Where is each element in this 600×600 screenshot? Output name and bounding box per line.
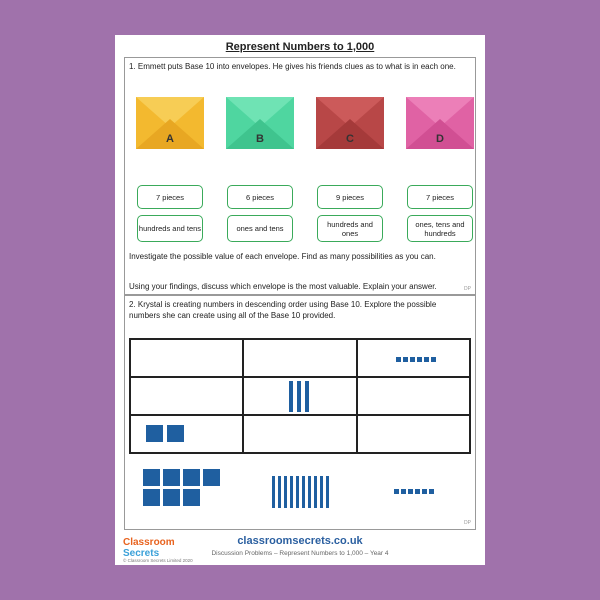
base10-block (320, 476, 323, 508)
clue-pieces-b: 6 pieces (227, 185, 293, 209)
question-1-code: DP (464, 286, 471, 292)
question-2-code: DP (464, 520, 471, 526)
website-url: classroomsecrets.co.uk (237, 535, 363, 547)
clue-pieces-c: 9 pieces (317, 185, 383, 209)
envelope-letter: C (346, 133, 354, 145)
base10-block (296, 476, 299, 508)
grid-cell (130, 415, 243, 453)
base10-block (410, 357, 415, 362)
question-1-box (124, 57, 476, 295)
base10-block (302, 476, 305, 508)
base10-block (163, 469, 180, 486)
base10-block (314, 476, 317, 508)
clue-pieces-d: 7 pieces (407, 185, 473, 209)
base10-block (305, 381, 309, 412)
base10-block (278, 476, 281, 508)
base10-block (326, 476, 329, 508)
logo-line-1: Classroom (123, 537, 175, 548)
clue-pieces-a: 7 pieces (137, 185, 203, 209)
base10-block (394, 489, 399, 494)
clue-types-b: ones and tens (227, 215, 293, 242)
logo-line-2: Secrets (123, 548, 160, 559)
question-1-text: 1. Emmett puts Base 10 into envelopes. He gives his friends clues as to what is in each one. (129, 62, 456, 71)
base10-block (424, 357, 429, 362)
base10-block (183, 469, 200, 486)
base10-block (163, 489, 180, 506)
base10-block (422, 489, 427, 494)
base10-block (403, 357, 408, 362)
question-2-box (124, 295, 476, 530)
footer-description: Discussion Problems – Represent Numbers to 1,000 – Year 4 (211, 550, 389, 557)
grid-cell (357, 415, 470, 453)
grid-cell (130, 377, 243, 415)
place-value-grid (129, 338, 471, 454)
base10-block (401, 489, 406, 494)
grid-cell (243, 339, 356, 377)
base10-block (290, 476, 293, 508)
question-2-text: 2. Krystal is creating numbers in descending order using Base 10. Explore the possible numbers she can create using all of the Base 10 provided. (129, 300, 437, 320)
grid-cell (357, 339, 470, 377)
base10-block (203, 469, 220, 486)
base10-block (284, 476, 287, 508)
envelope-c (316, 97, 384, 149)
envelope-a (136, 97, 204, 149)
envelope-letter: A (166, 133, 174, 145)
envelope-d (406, 97, 474, 149)
base10-block (396, 357, 401, 362)
base10-block (408, 489, 413, 494)
envelope-letter: B (256, 133, 264, 145)
base10-block (272, 476, 275, 508)
base10-block (431, 357, 436, 362)
grid-cell (243, 377, 356, 415)
investigate-text: Investigate the possible value of each envelope. Find as many possibilities as you can. (129, 252, 436, 261)
grid-cell (130, 339, 243, 377)
worksheet (115, 35, 485, 565)
envelope-b (226, 97, 294, 149)
base10-block (167, 425, 184, 442)
clue-types-d: ones, tens and hundreds (407, 215, 473, 242)
base10-block (415, 489, 420, 494)
grid-cell (243, 415, 356, 453)
base10-block (146, 425, 163, 442)
copyright-text: © Classroom Secrets Limited 2020 (123, 558, 193, 563)
grid-cell (357, 377, 470, 415)
clue-types-c: hundreds and ones (317, 215, 383, 242)
base10-block (143, 469, 160, 486)
base10-block (417, 357, 422, 362)
base10-block (308, 476, 311, 508)
base10-block (289, 381, 293, 412)
clue-types-a: hundreds and tens (137, 215, 203, 242)
base10-block (183, 489, 200, 506)
base10-block (143, 489, 160, 506)
base10-block (429, 489, 434, 494)
envelope-letter: D (436, 133, 444, 145)
discuss-text: Using your findings, discuss which envelope is the most valuable. Explain your answer. (129, 282, 437, 291)
base10-block (297, 381, 301, 412)
worksheet-title: Represent Numbers to 1,000 (225, 41, 375, 53)
